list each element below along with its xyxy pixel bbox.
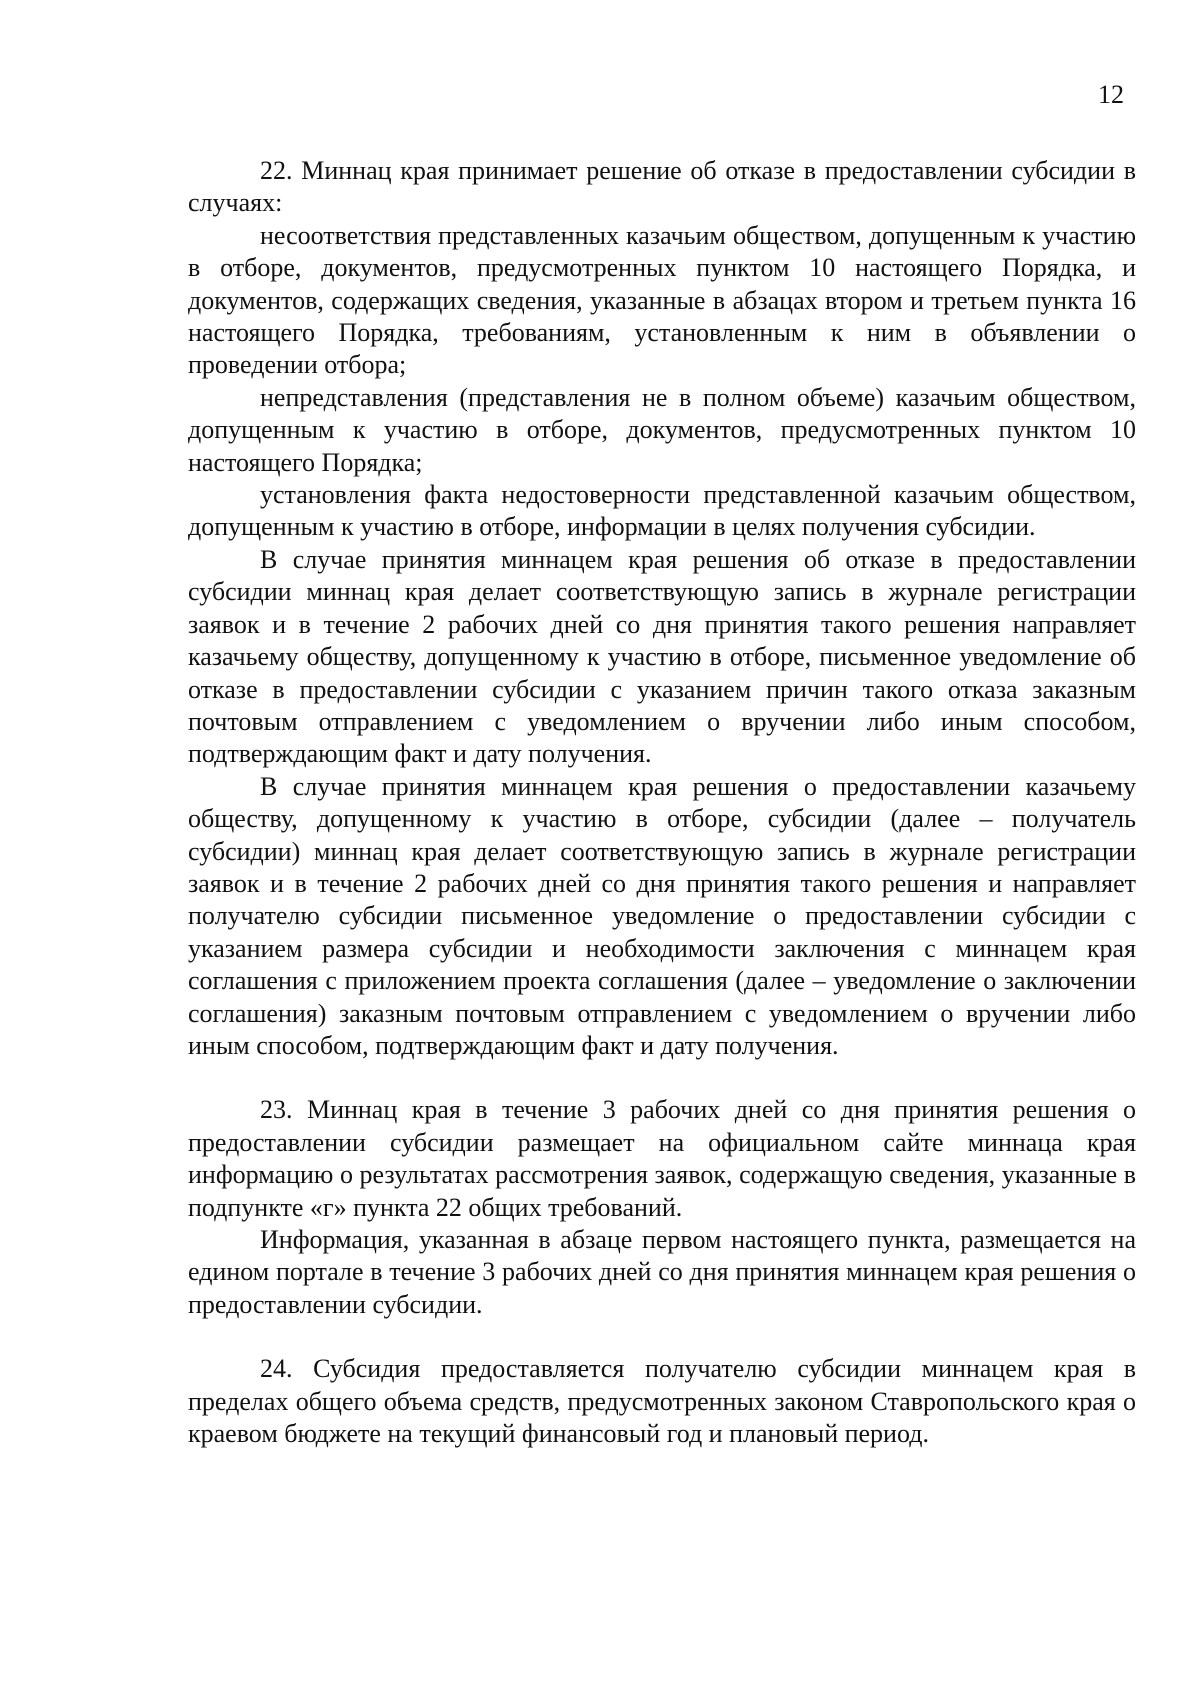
paragraph-22-refusal-notice: В случае принятия миннацем края решения об отказе в предоставлении субсидии миннац края делает соответствующую запись в журнале регистрации заявок и в течение 2 рабочих дней со дня принятия такого решения направляет казачьему обществу, допущенному к участию в отборе, письменное уведомление об отказе в предоставлении субсидии с указанием причин такого отказа заказным почтовым отправлением с уведомлением о вручении либо иным способом, подтверждающим факт и дату получения.	[188, 544, 1136, 769]
paragraph-23-portal: Информация, указанная в абзаце первом настоящего пункта, размещается на едином портале в течение 3 рабочих дней со дня принятия миннацем края решения о предоставлении субсидии.	[188, 1225, 1136, 1319]
paragraph-24: 24. Субсидия предоставляется получателю субсидии миннацем края в пределах общего объема средств, предусмотренных законом Ставропольского края о краевом бюджете на текущий финансовый год и плановый период.	[188, 1354, 1136, 1449]
paragraph-22-item-2: непредставления (представления не в полном объеме) казачьим обществом, допущенным к участию в отборе, документов, предусмотренных пунктом 10 настоящего Порядка;	[188, 382, 1136, 477]
paragraph-22-grant-notice: В случае принятия миннацем края решения о предоставлении казачьему обществу, допущенному к участию в отборе, субсидии (далее – получатель субсидии) миннац края делает соответствующую запись в журнале регистрации заявок и в течение 2 рабочих дней со дня принятия такого решения и направляет получателю субсидии письменное уведомление о предоставлении субсидии с указанием размера субсидии и необходимости заключения с миннацем края соглашения с приложением проекта соглашения (далее – уведомление о заключении соглашения) заказным почтовым отправлением с уведомлением о вручении либо иным способом, подтверждающим факт и дату получения.	[188, 771, 1136, 1060]
paragraph-22-intro: 22. Миннац края принимает решение об отказе в предоставлении субсидии в случаях:	[188, 156, 1136, 218]
document-body	[188, 155, 1136, 1450]
page-number: 12	[1098, 80, 1124, 109]
paragraph-23: 23. Миннац края в течение 3 рабочих дней со дня принятия решения о предоставлении субсидии размещает на официальном сайте миннаца края информацию о результатах рассмотрения заявок, содержащую сведения, указанные в подпункте «г» пункта 22 общих требований.	[188, 1095, 1136, 1222]
paragraph-22-item-1: несоответствия представленных казачьим обществом, допущенным к участию в отборе, документов, предусмотренных пунктом 10 настоящего Порядка, и документов, содержащих сведения, указанные в абзацах втором и третьем пункта 16 настоящего Порядка, требованиям, установленным к ним в объявлении о проведении отбора;	[188, 220, 1136, 380]
paragraph-22-item-3: установления факта недостоверности представленной казачьим обществом, допущенным к участию в отборе, информации в целях получения субсидии.	[188, 480, 1136, 542]
